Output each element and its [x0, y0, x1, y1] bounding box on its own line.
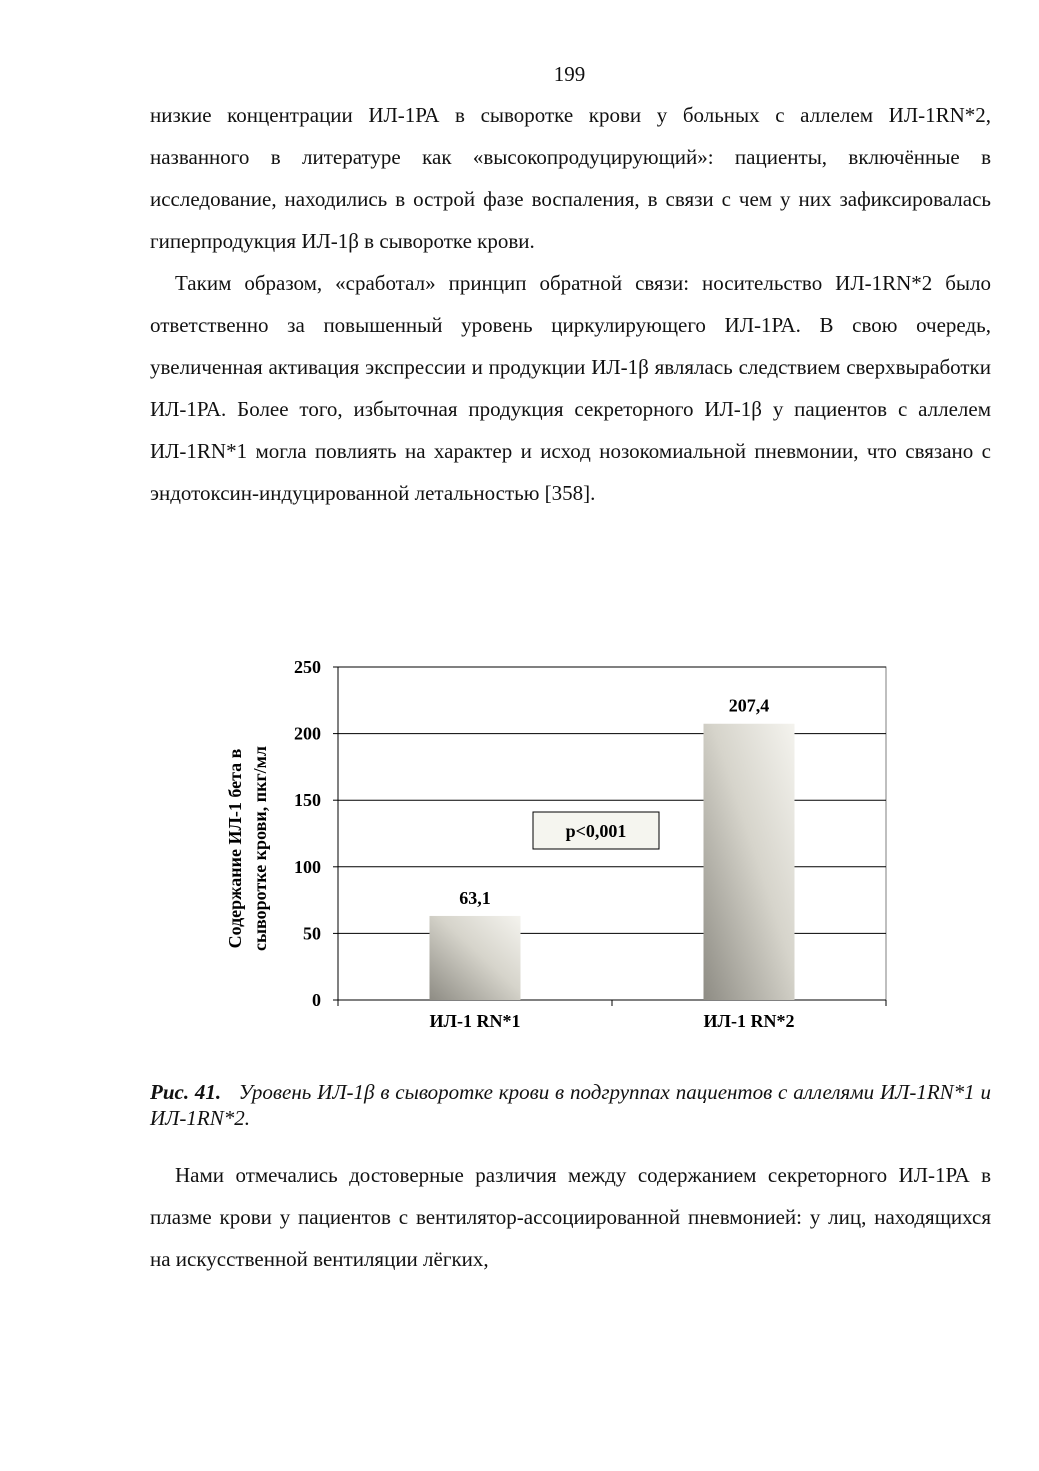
bar-chart: [210, 650, 910, 1040]
chart-bars: [430, 724, 795, 1000]
page-number: 199: [553, 62, 586, 86]
data-label: 63,1: [459, 887, 491, 908]
paragraph: Нами отмечались достоверные различия между содержанием секреторного ИЛ-1РА в плазме крови у пациентов с вентилятор-ассоциированной пневмонией: у лиц, находящихся на искусственной вентиляции лёгких,: [150, 1163, 991, 1271]
chart-canvas: [210, 650, 910, 1040]
y-tick-label: 150: [294, 790, 321, 811]
y-tick-label: 250: [294, 657, 321, 677]
figure-caption-text: Уровень ИЛ-1β в сыворотке крови в подгруппах пациентов с аллелями ИЛ-1RN*1 и ИЛ-1RN*2.: [150, 1080, 992, 1130]
y-tick-label: 50: [303, 923, 321, 944]
y-tick-label: 100: [294, 856, 321, 877]
paragraph: низкие концентрации ИЛ-1РА в сыворотке крови у больных с аллелем ИЛ-1RN*2, названного в литературе как «высокопродуцирующий»: пациенты, включённые в исследование, находились в острой фазе воспаления, в связи с чем у них зафиксировалась гиперпродукция ИЛ-1β в сыворотке крови.: [150, 103, 991, 253]
bar: [704, 724, 795, 1000]
data-label: 207,4: [728, 695, 770, 716]
x-tick-label: ИЛ-1 RN*2: [703, 1011, 795, 1031]
y-tick-label: 200: [294, 723, 321, 744]
p-value-annotation: p<0,001: [565, 821, 627, 841]
y-axis-label-line: Содержание ИЛ-1 бета в: [225, 748, 245, 949]
paragraph: Таким образом, «сработал» принцип обратной связи: носительство ИЛ-1RN*2 было ответственно за повышенный уровень циркулирующего ИЛ-1РА. В свою очередь, увеличенная активация экспрессии и продукции ИЛ-1β являлась следствием сверхвыработки ИЛ-1РА. Более того, избыточная продукция секреторного ИЛ-1β у пациентов с аллелем ИЛ-1RN*1 могла повлиять на характер и исход нозокомиальной пневмонии, что связано с эндотоксин-индуцированной летальностью [358].: [150, 271, 991, 505]
figure-label: Рис. 41.: [150, 1080, 222, 1104]
body-text-bottom: [150, 1154, 991, 1280]
bar: [430, 916, 521, 1000]
y-tick-label: 0: [312, 990, 321, 1010]
body-text-top: [150, 94, 991, 514]
y-axis-label-line: сыворотке крови, пкг/мл: [250, 746, 270, 951]
x-tick-label: ИЛ-1 RN*1: [429, 1011, 521, 1031]
figure-caption: [150, 1079, 991, 1131]
